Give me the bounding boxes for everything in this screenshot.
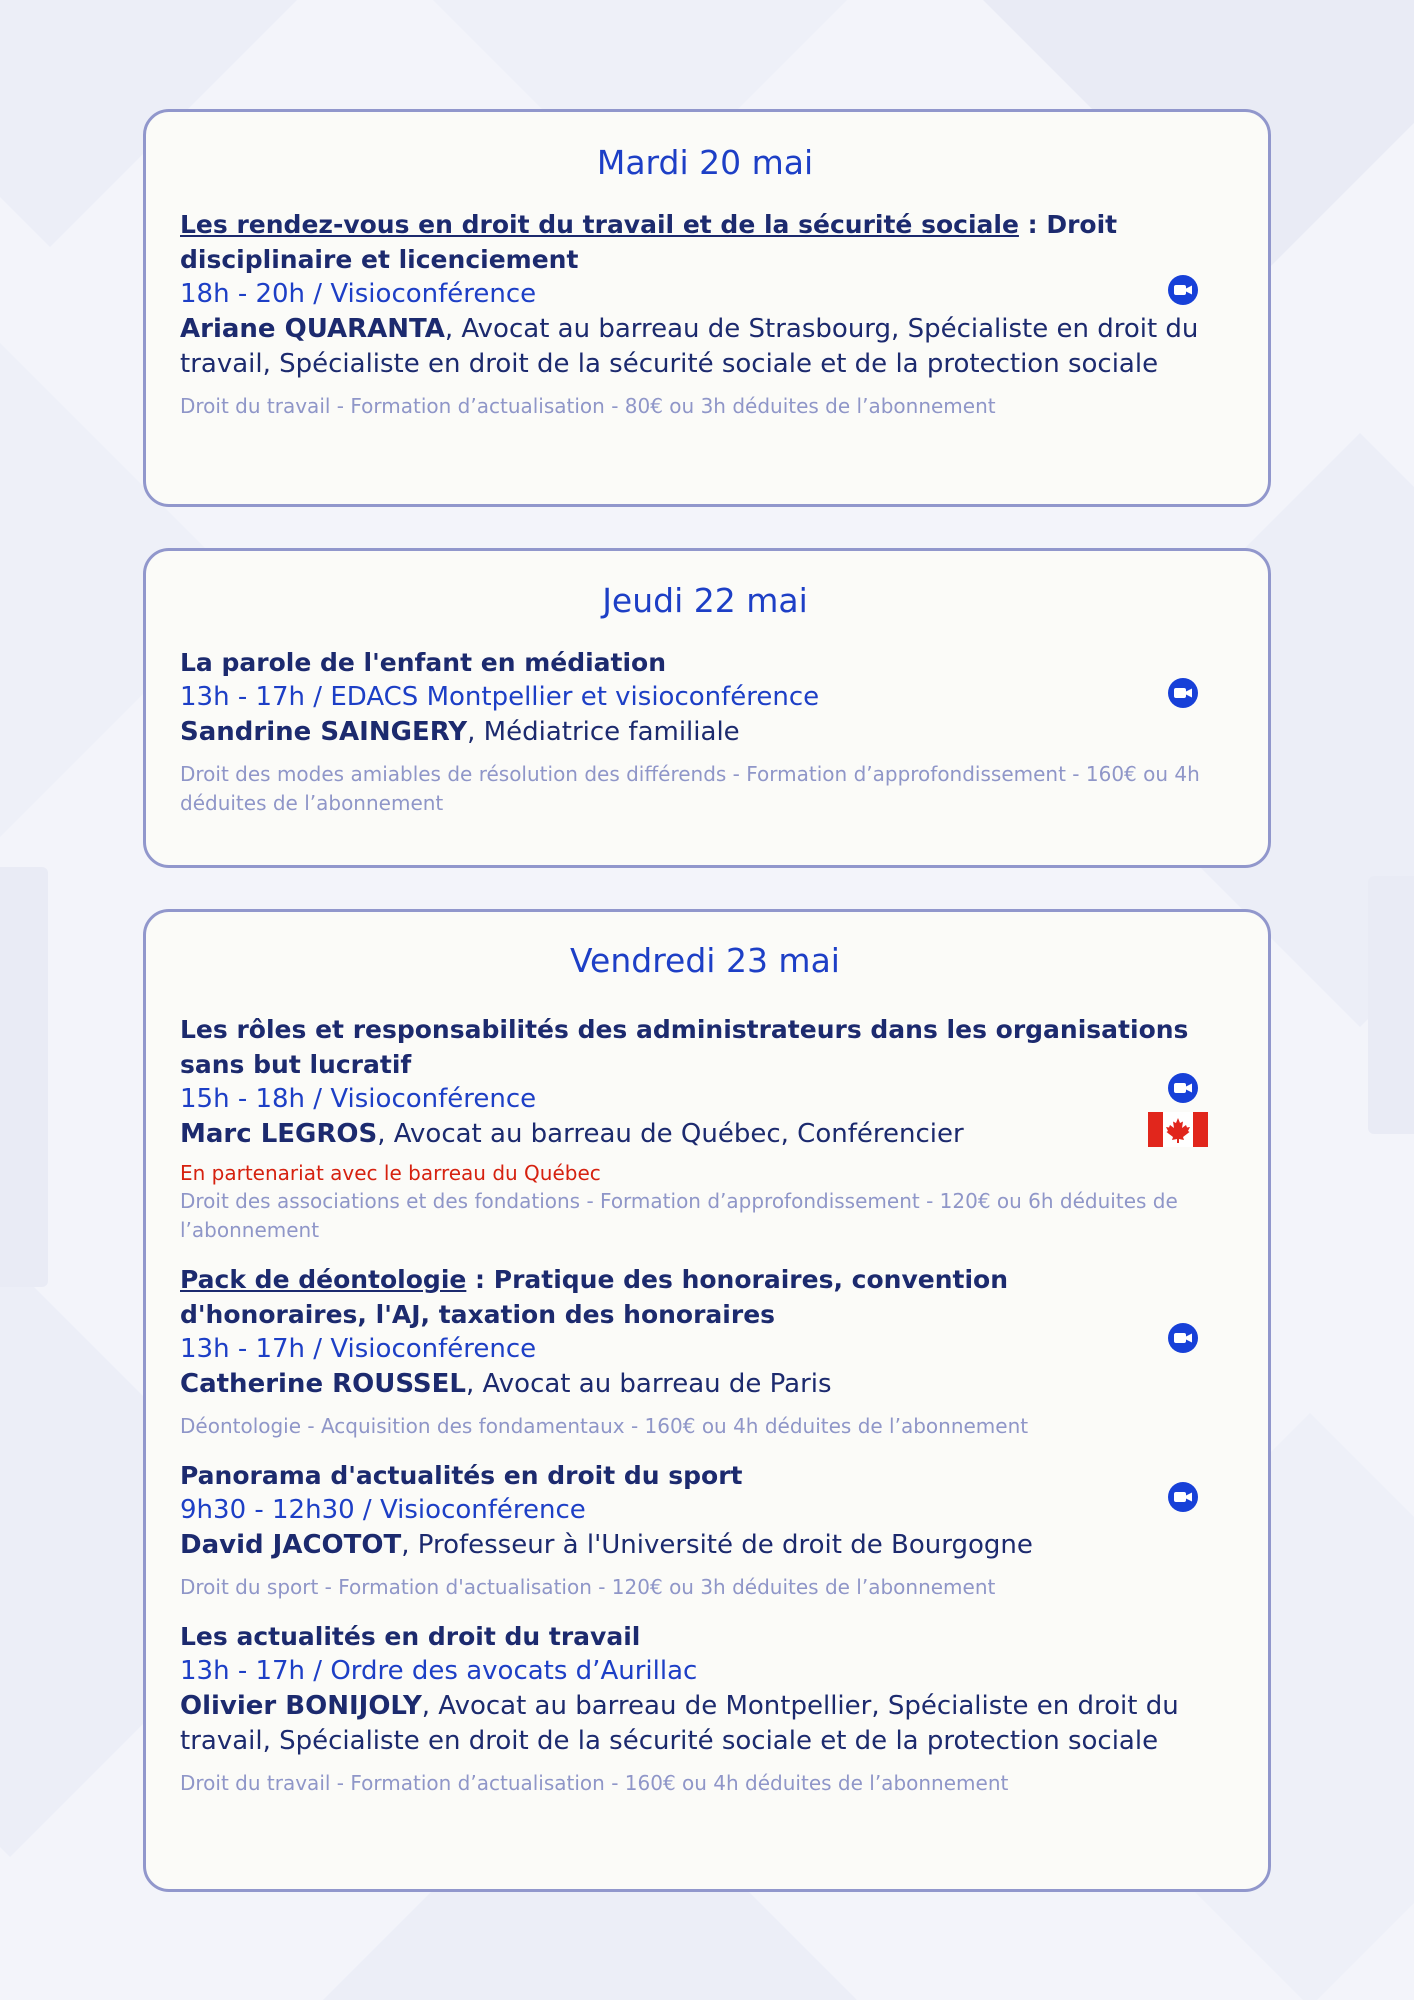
day-heading: Jeudi 22 mai: [602, 581, 808, 620]
canada-flag-icon: [1148, 1112, 1208, 1147]
speaker-description: , Avocat au barreau de Montpellier, Spécialiste en droit du travail, Spécialiste en droit de la sécurité sociale et de la protection sociale: [180, 1691, 1179, 1756]
speaker-name: Sandrine SAINGERY: [180, 717, 468, 747]
speaker-name: Catherine ROUSSEL: [180, 1369, 466, 1399]
bg-side-tab: [1368, 876, 1414, 1134]
speaker-name: Ariane QUARANTA: [180, 314, 445, 344]
event-meta: Droit du sport - Formation d'actualisation - 120€ ou 3h déduites de l’abonnement: [180, 1575, 996, 1599]
speaker-name: Marc LEGROS: [180, 1119, 378, 1149]
event-speaker: [180, 312, 1230, 382]
speaker-description: , Avocat au barreau de Paris: [465, 1369, 832, 1399]
event-item: [180, 1262, 1230, 1441]
speaker-description: , Avocat au barreau de Strasbourg, Spécialiste en droit du travail, Spécialiste en droit de la sécurité sociale et de la protection sociale: [180, 314, 1199, 379]
event-speaker: [180, 1117, 1230, 1152]
event-item: [180, 1012, 1230, 1245]
event-time-location: 15h - 18h / Visioconférence: [180, 1084, 537, 1114]
speaker-description: , Professeur à l'Université de droit de Bourgogne: [401, 1530, 1033, 1560]
event-partner-note: En partenariat avec le barreau du Québec: [180, 1161, 601, 1185]
event-item: [180, 1458, 1230, 1602]
event-meta: Droit des associations et des fondations - Formation d’approfondissement - 120€ ou 6h déduites de l’abonnement: [180, 1189, 1178, 1242]
event-title-text: : Droit disciplinaire et licenciement: [180, 210, 1118, 274]
event-item: [180, 207, 1230, 421]
event-title: La parole de l'enfant en médiation: [180, 648, 667, 677]
video-camera-icon: [1168, 1323, 1198, 1353]
event-title: Les actualités en droit du travail: [180, 1622, 641, 1651]
event-time-location: 13h - 17h / Visioconférence: [180, 1334, 537, 1364]
video-camera-icon: [1168, 1073, 1198, 1103]
event-meta: Déontologie - Acquisition des fondamentaux - 160€ ou 4h déduites de l’abonnement: [180, 1414, 1029, 1438]
event-time-location: 18h - 20h / Visioconférence: [180, 279, 537, 309]
event-series-link[interactable]: Pack de déontologie: [180, 1265, 467, 1294]
video-camera-icon: [1168, 1482, 1198, 1512]
speaker-name: David JACOTOT: [180, 1530, 402, 1560]
event-item: [180, 1619, 1230, 1798]
event-meta: Droit du travail - Formation d’actualisation - 80€ ou 3h déduites de l’abonnement: [180, 394, 996, 418]
event-time-location: 9h30 - 12h30 / Visioconférence: [180, 1495, 586, 1525]
event-title: [180, 207, 1230, 277]
event-speaker: [180, 1367, 1230, 1402]
event-time-location: 13h - 17h / Ordre des avocats d’Aurillac: [180, 1656, 698, 1686]
day-heading: Mardi 20 mai: [596, 143, 814, 182]
speaker-description: , Avocat au barreau de Québec, Conférencier: [377, 1119, 964, 1149]
event-title: Panorama d'actualités en droit du sport: [180, 1461, 743, 1490]
event-meta: Droit du travail - Formation d’actualisation - 160€ ou 4h déduites de l’abonnement: [180, 1771, 1009, 1795]
event-speaker: [180, 1528, 1230, 1563]
event-meta: Droit des modes amiables de résolution des différends - Formation d’approfondissement - 160€ ou 4h déduites de l’abonnement: [180, 762, 1200, 815]
video-camera-icon: [1168, 275, 1198, 305]
event-item: [180, 645, 1230, 818]
event-title-text: : Pratique des honoraires, convention d'honoraires, l'AJ, taxation des honoraires: [180, 1265, 1008, 1329]
speaker-name: Olivier BONIJOLY: [180, 1691, 422, 1721]
speaker-description: , Médiatrice familiale: [467, 717, 740, 747]
video-camera-icon: [1168, 678, 1198, 708]
day-card-mardi: [143, 109, 1271, 507]
event-title: Les rôles et responsabilités des administrateurs dans les organisations sans but lucratif: [180, 1015, 1189, 1079]
event-series-link[interactable]: Les rendez-vous en droit du travail et de la sécurité sociale: [180, 210, 1019, 239]
day-card-vendredi: [143, 909, 1271, 1892]
event-title: [180, 1262, 1230, 1332]
event-speaker: [180, 715, 1230, 750]
day-heading: Vendredi 23 mai: [570, 941, 840, 980]
event-time-location: 13h - 17h / EDACS Montpellier et visioconférence: [180, 682, 820, 712]
day-card-jeudi: [143, 548, 1271, 868]
event-speaker: [180, 1689, 1230, 1759]
bg-side-tab: [0, 867, 48, 1287]
